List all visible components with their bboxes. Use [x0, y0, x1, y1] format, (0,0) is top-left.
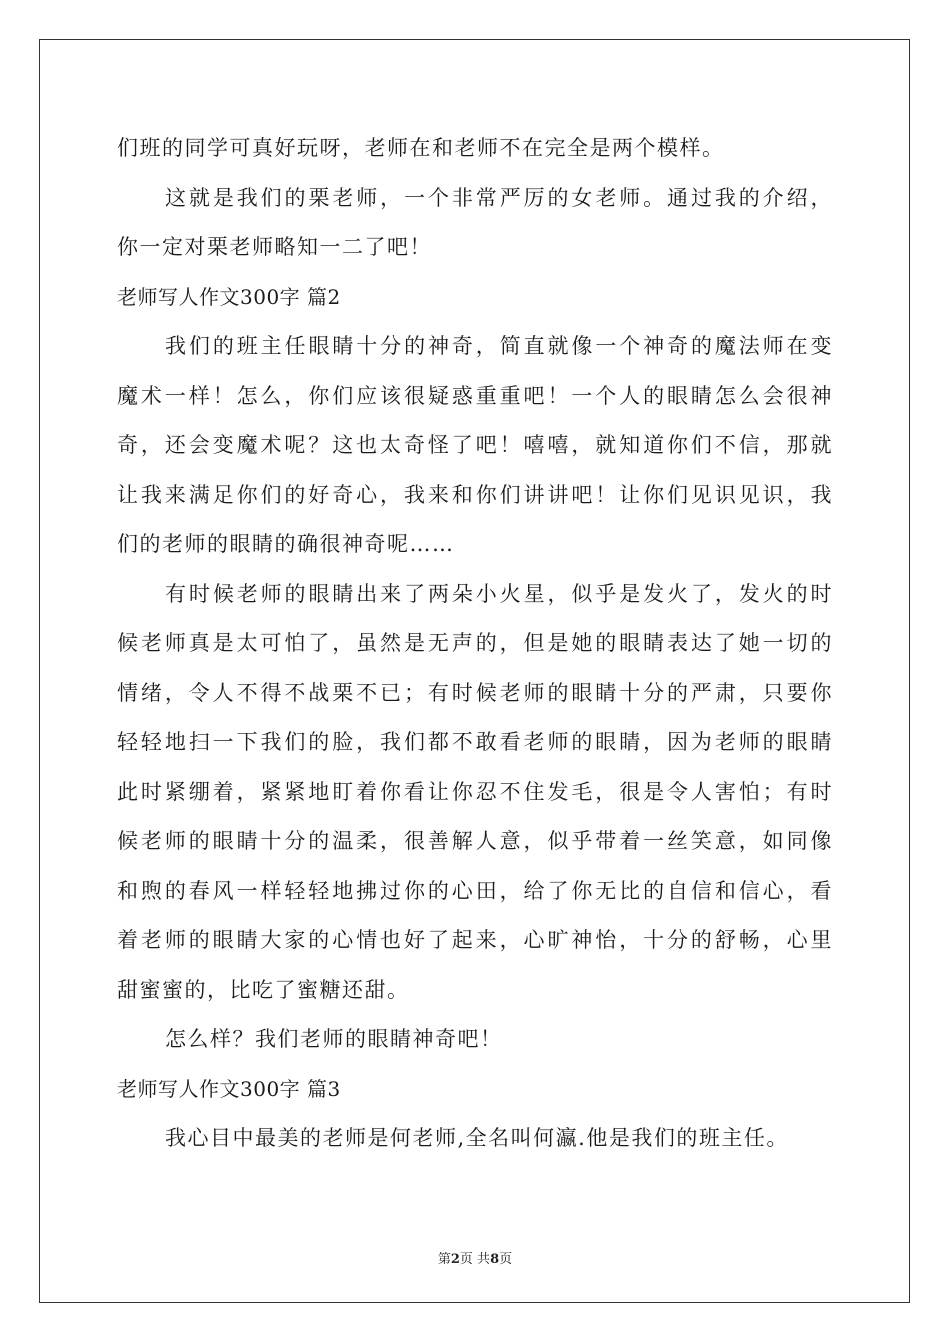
page-number-footer	[0, 1248, 950, 1267]
paragraph-line: 候老师真是太可怕了，虽然是无声的，但是她的眼睛表达了她一切的	[117, 631, 833, 655]
paragraph-line: 让我来满足你们的好奇心，我来和你们讲讲吧！让你们见识见识，我	[117, 482, 833, 507]
paragraph-line: 轻轻地扫一下我们的脸，我们都不敢看老师的眼睛，因为老师的眼睛	[117, 730, 833, 754]
paragraph-line: 情绪，令人不得不战栗不已；有时候老师的眼睛十分的严肃，只要你	[117, 680, 833, 705]
paragraph-line: 有时候老师的眼睛出来了两朵小火星，似乎是发火了，发火的时	[165, 581, 833, 606]
paragraph-line: 们的老师的眼睛的确很神奇呢……	[117, 532, 455, 556]
paragraph-line: 你一定对栗老师略知一二了吧！	[117, 235, 432, 259]
section-heading: 老师写人作文300字 篇2	[117, 284, 341, 309]
paragraph-line: 甜蜜蜜的，比吃了蜜糖还甜。	[117, 977, 410, 1002]
document-body	[117, 124, 833, 1164]
paragraph-line: 这就是我们的栗老师，一个非常严厉的女老师。通过我的介绍，	[165, 185, 833, 210]
paragraph-line: 和煦的春风一样轻轻地拂过你的心田，给了你无比的自信和信心，看	[117, 878, 833, 903]
paragraph-line: 我心目中最美的老师是何老师,全名叫何瀛.他是我们的班主任。	[165, 1126, 789, 1150]
current-page-number: 2	[450, 1252, 460, 1267]
paragraph-line: 此时紧绷着，紧紧地盯着你看让你忍不住发毛，很是令人害怕；有时	[117, 779, 833, 804]
paragraph-line: 奇，还会变魔术呢？这也太奇怪了吧！嘻嘻，就知道你们不信，那就	[117, 433, 833, 457]
page-label-middle: 页 共	[459, 1252, 491, 1267]
paragraph-line: 着老师的眼睛大家的心情也好了起来，心旷神怡，十分的舒畅，心里	[117, 928, 833, 952]
paragraph-line: 们班的同学可真好玩呀，老师在和老师不在完全是两个模样。	[117, 136, 725, 160]
paragraph-line: 魔术一样！怎么，你们应该很疑惑重重吧！一个人的眼睛怎么会很神	[117, 383, 833, 408]
paragraph-line: 候老师的眼睛十分的温柔，很善解人意，似乎带着一丝笑意，如同像	[117, 829, 833, 853]
section-heading: 老师写人作文300字 篇3	[117, 1076, 341, 1101]
page-label-suffix: 页	[499, 1252, 513, 1267]
total-page-number: 8	[490, 1252, 500, 1267]
paragraph-line: 我们的班主任眼睛十分的神奇，简直就像一个神奇的魔法师在变	[165, 334, 833, 358]
page-label-prefix: 第	[437, 1252, 451, 1267]
paragraph-line: 怎么样？我们老师的眼睛神奇吧！	[165, 1027, 503, 1051]
